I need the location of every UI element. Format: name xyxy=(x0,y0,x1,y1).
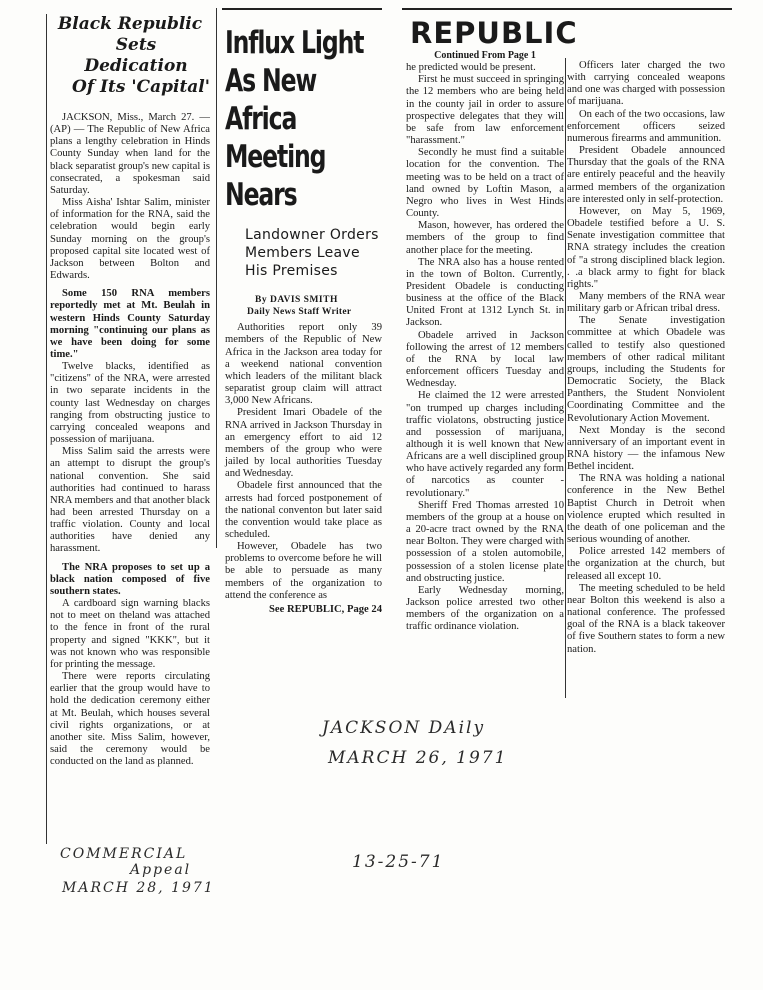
paragraph: Obadele first announced that the arrests had forced postponement of the national conventon but later said the convention would take place as scheduled. xyxy=(225,480,382,540)
paragraph: Secondly he must find a suitable location for the convention. The meeting was to be held on a tract of land owned by Loftin Mason, a Negro who lives in West Hinds County. xyxy=(406,147,564,220)
paragraph: However, Obadele has two problems to overcome before he will be able to persuade as many members of the organization to attend the conference as xyxy=(225,541,382,601)
column-rule xyxy=(46,14,47,844)
paragraph: Obadele arrived in Jackson following the arrest of 12 members of the RNA by local law enforcement officers Tuesday and Wednesday. xyxy=(406,329,564,390)
subhead-line: Members Leave xyxy=(245,245,360,261)
story2-subhead xyxy=(245,226,382,280)
handwritten-date-jackson: MARCH 26, 1971 xyxy=(328,748,508,768)
column-rule xyxy=(216,8,217,548)
subhead-line: Landowner Orders xyxy=(245,227,379,243)
paragraph: However, on May 5, 1969, Obadele testified before a U. S. Senate investigation committee that RNA strategy includes the creation of "a strong disciplined black legion. . .a black army to fight for black rights." xyxy=(567,205,725,290)
paragraph: Many members of the RNA wear military garb or African tribal dress. xyxy=(567,290,725,315)
paragraph: Miss Salim said the arrests were an attempt to disrupt the group's national convention. She said authorities had continued to harass NRA members and that another black had been arrested Thursday on a traffic violation. County and local authorities have denied any harassment. xyxy=(50,446,210,555)
paragraph: JACKSON, Miss., March 27. — (AP) — The Republic of New Africa plans a lengthy celebration in Hinds County Sunday when land for the black separatist group's new capital is consecrated, a spokesman said Saturday. xyxy=(50,112,210,196)
paragraph: The Senate investigation committee at which Obadele was called to testify also questioned members of other radical militant groups, including the Students for Democratic Society, the Black Panthers, the Student Nonviolent Coordinating Committee and the Revolutionary Action Movement. xyxy=(567,315,725,424)
headline-line: Influx Light xyxy=(225,25,364,61)
paragraph: Mason, however, has ordered the members of the group to find another place for the meeting. xyxy=(406,220,564,256)
handwritten-source-appeal-2: Appeal xyxy=(130,862,192,878)
paragraph: On each of the two occasions, law enforcement officers seized numerous firearms and ammunition. xyxy=(567,108,725,144)
story-republic-col4 xyxy=(567,60,725,656)
paragraph: Authorities report only 39 members of the Republic of New Africa in the Jackson area today for a weekend national convention which leaders of the militant black separatist group claim will attract 3,000 New Africans. xyxy=(225,322,382,407)
paragraph: Next Monday is the second anniversary of an important event in RNA history — the infamous New Bethel incident. xyxy=(567,424,725,473)
handwritten-source-appeal: COMMERCIAL xyxy=(60,846,188,862)
column-rule xyxy=(565,58,566,698)
paragraph: The meeting scheduled to be held near Bolton this weekend is also a national conference. The professed goal of the RNA is a black takeover of five Southern states to form a new nation. xyxy=(567,582,725,655)
story3-headline: REPUBLIC xyxy=(410,16,578,50)
paragraph: The NRA also has a house rented in the town of Bolton. Currently, President Obadele is conducting business at the office of the Black United Front at 1312 Lynch St. in Jackson. xyxy=(406,256,564,329)
paragraph: he predicted would be present. xyxy=(406,62,536,74)
paragraph: Sheriff Fred Thomas arrested 10 members of the group at a house on a 20-acre tract owned by the RNA near Bolton. They were charged with possession of a stolen automobile, possession of a stolen license plate and obstructing justice. xyxy=(406,499,564,584)
paragraph: A cardboard sign warning blacks not to meet on theland was attached to the fence in front of the rural property and signed "KKK", but it was not known who was responsible for printing the message. xyxy=(50,598,210,670)
subhead-line: His Premises xyxy=(245,263,338,279)
paragraph: He claimed the 12 were arrested "on trumped up charges including traffic violatons, obstructing justice and possession of marijuana, although it is well known that New Africans are a well disciplined group who have actively regarded any form of narcotics as counter - revolutionary." xyxy=(406,390,564,499)
story-black-republic xyxy=(50,0,210,768)
see-reference: See REPUBLIC, Page 24 xyxy=(269,603,382,615)
story-influx-light xyxy=(225,0,382,616)
paragraph: Officers later charged the two with carrying concealed weapons and one was charged with possession of marijuana. xyxy=(567,60,725,108)
paragraph: There were reports circulating earlier that the group would have to hold the dedication ceremony either at Mt. Beulah, which houses several civil rights organizations, or at another site. Miss Salim, however, said the ceremony would be conducted on the land as planned. xyxy=(50,671,210,768)
byline: By DAVIS SMITH xyxy=(255,295,338,305)
headline-line: Meeting Nears xyxy=(225,139,326,213)
handwritten-filing-date: 13-25-71 xyxy=(352,852,445,872)
story2-headline xyxy=(225,24,385,214)
paragraph: Early Wednesday morning, Jackson police arrested two other members of the organization on a traffic ordinance violation. xyxy=(406,584,564,633)
paragraph: Twelve blacks, identified as "citizens" of the NRA, were arrested in two separate incidents in the county last Wednesday on charges ranging from obstructing justice to carrying concealed weapons and possession of marijuana. xyxy=(50,361,210,446)
paragraph: President Imari Obadele of the RNA arrived in Jackson Thursday in an emergency effort to aid 12 members of the group who were jailed by local authorities Tuesday and Wednesday. xyxy=(225,407,382,480)
headline-line: As New Africa xyxy=(225,63,317,137)
handwritten-source-jackson: JACKSON DAily xyxy=(322,718,486,738)
byline-title: Daily News Staff Writer xyxy=(247,307,352,318)
story-republic-col3 xyxy=(406,0,578,634)
headline-line: Sets Dedication xyxy=(84,35,188,76)
paragraph: President Obadele announced Thursday that the goals of the RNA are entirely peaceful and the heavily armed members of the organization are interested only in self-protection. xyxy=(567,145,725,205)
story1-headline xyxy=(50,14,210,98)
paragraph: Miss Aisha' Ishtar Salim, minister of information for the RNA, said the celebration would begin early Sunday morning on the group's proposed capital site located west of Jackson between Bolton and Edwards. xyxy=(50,197,210,282)
continued-line: Continued From Page 1 xyxy=(434,50,536,61)
headline-line: Black Republic xyxy=(57,14,203,34)
paragraph: The NRA proposes to set up a black nation composed of five southern states. xyxy=(50,561,210,597)
handwritten-date-appeal: MARCH 28, 1971 xyxy=(62,880,215,896)
paragraph: The RNA was holding a national conference in the New Bethel Baptist Church in Detroit when violence erupted which resulted in the death of one policeman and the serious wounding of another. xyxy=(567,473,725,546)
headline-line: Of Its 'Capital' xyxy=(72,77,210,97)
paragraph: First he must succeed in springing the 12 members who are being held in the county jail in order to assure prospective delegates that they will be safe from law enforcement "harassment." xyxy=(406,74,564,147)
paragraph: Some 150 RNA members reportedly met at Mt. Beulah in western Hinds County Saturday morning "continuing our plans as we have been doing for some time." xyxy=(50,288,210,360)
paragraph: Police arrested 142 members of the organization at the church, but released all except 10. xyxy=(567,546,725,582)
